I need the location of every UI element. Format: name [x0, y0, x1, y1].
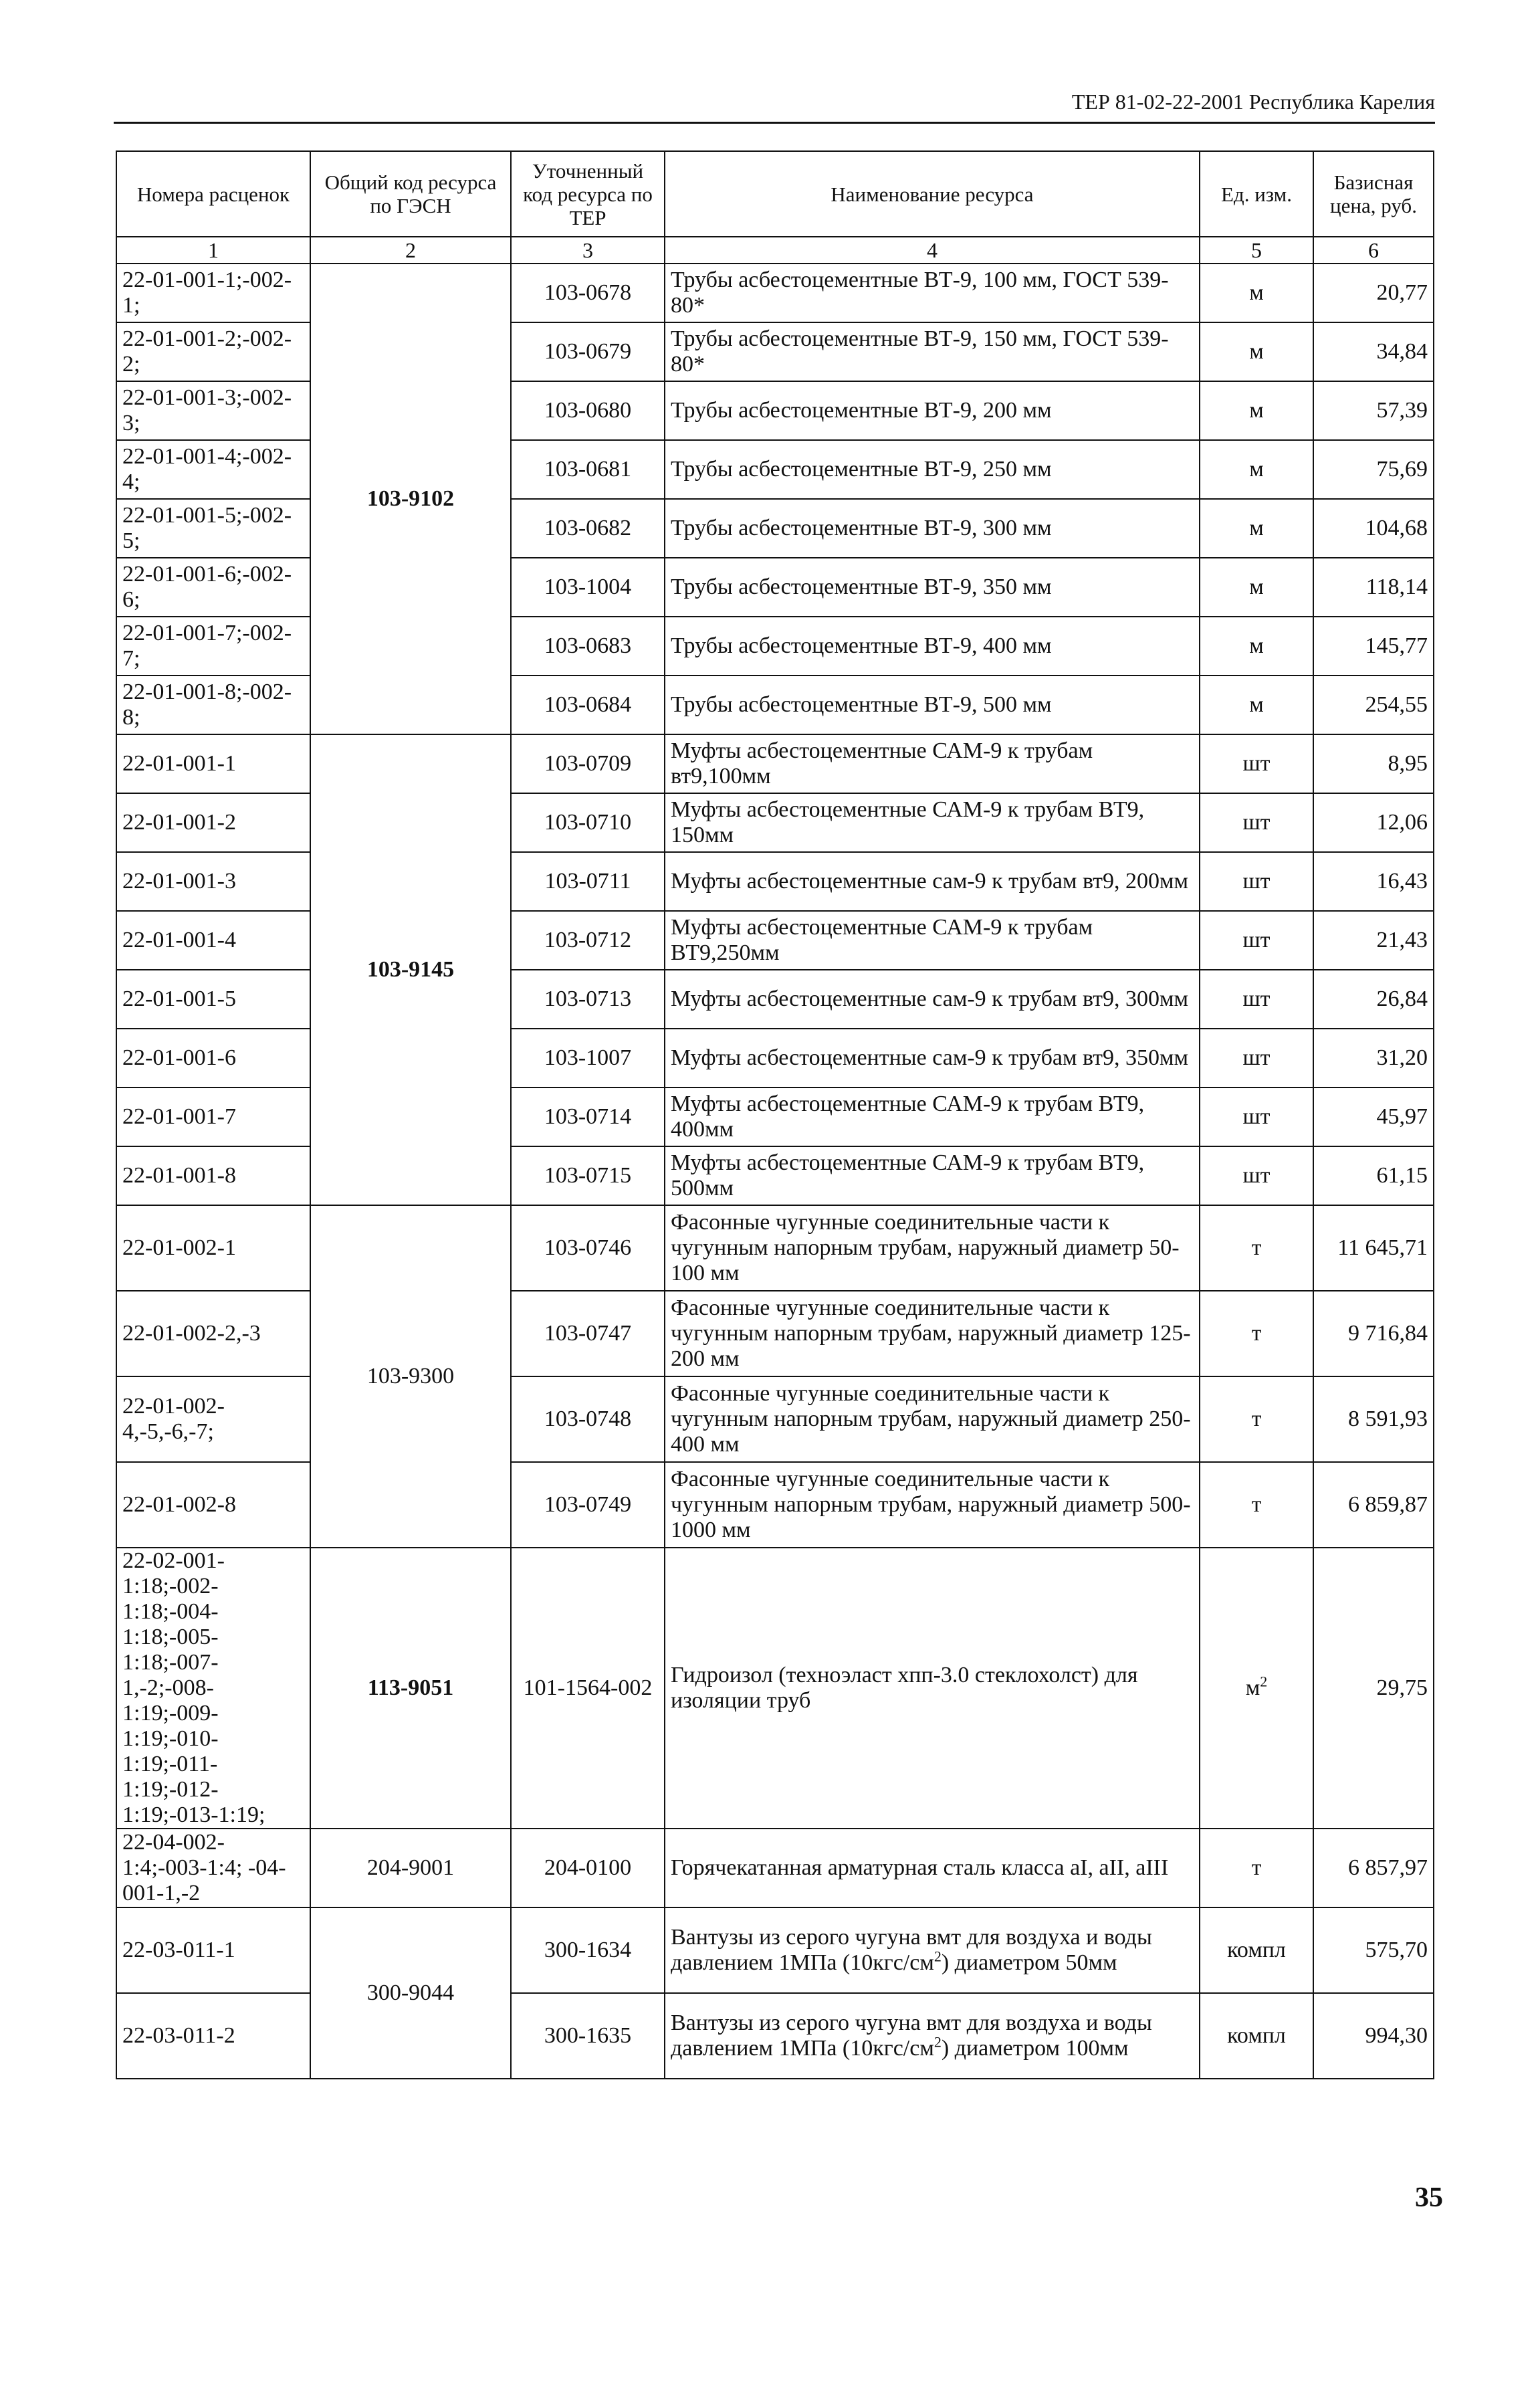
rate-number: 22-01-002-2,-3 — [116, 1291, 310, 1376]
rate-number: 22-01-001-6;-002-6; — [116, 558, 310, 617]
gesn-code: 204-9001 — [310, 1829, 511, 1907]
column-number: 3 — [511, 237, 665, 264]
ter-code: 103-0678 — [511, 264, 665, 322]
rate-number: 22-01-001-7 — [116, 1088, 310, 1146]
ter-code: 103-0715 — [511, 1146, 665, 1205]
ter-code: 103-0748 — [511, 1376, 665, 1462]
price: 12,06 — [1313, 793, 1434, 852]
rate-number: 22-01-002-4,-5,-6,-7; — [116, 1376, 310, 1462]
rate-number: 22-03-011-1 — [116, 1907, 310, 1993]
resource-name: Трубы асбестоцементные ВТ-9, 150 мм, ГОСТ 539-80* — [665, 322, 1200, 381]
ter-code: 103-0683 — [511, 617, 665, 676]
ter-code: 103-0710 — [511, 793, 665, 852]
rate-number: 22-01-002-8 — [116, 1462, 310, 1548]
resource-name: Фасонные чугунные соединительные части к чугунным напорным трубам, наружный диаметр 125-200 мм — [665, 1291, 1200, 1376]
rate-number: 22-01-001-5 — [116, 970, 310, 1029]
resource-name: Муфты асбестоцементные САМ-9 к трубам ВТ9, 150мм — [665, 793, 1200, 852]
ter-code: 103-0747 — [511, 1291, 665, 1376]
ter-code: 103-0682 — [511, 499, 665, 558]
table-header-row — [116, 151, 1434, 237]
ter-code: 300-1635 — [511, 1993, 665, 2079]
rate-number: 22-01-001-6 — [116, 1029, 310, 1088]
price: 75,69 — [1313, 440, 1434, 499]
unit: т — [1200, 1205, 1313, 1291]
resource-name: Муфты асбестоцементные САМ-9 к трубам ВТ9, 500мм — [665, 1146, 1200, 1205]
ter-code: 103-0749 — [511, 1462, 665, 1548]
price: 16,43 — [1313, 852, 1434, 911]
rate-number: 22-01-001-5;-002-5; — [116, 499, 310, 558]
header-cell: Ед. изм. — [1200, 151, 1313, 237]
unit: компл — [1200, 1907, 1313, 1993]
resource-name: Муфты асбестоцементные САМ-9 к трубам ВТ9, 400мм — [665, 1088, 1200, 1146]
unit: м — [1200, 676, 1313, 734]
unit: шт — [1200, 970, 1313, 1029]
price: 45,97 — [1313, 1088, 1434, 1146]
page-header — [114, 88, 1435, 124]
price: 11 645,71 — [1313, 1205, 1434, 1291]
gesn-code: 103-9102 — [310, 264, 511, 734]
ter-code: 103-0709 — [511, 734, 665, 793]
rate-number: 22-01-001-8 — [116, 1146, 310, 1205]
gesn-code: 113-9051 — [310, 1548, 511, 1829]
unit: шт — [1200, 1088, 1313, 1146]
column-number: 1 — [116, 237, 310, 264]
resource-name: Муфты асбестоцементные сам-9 к трубам вт9, 350мм — [665, 1029, 1200, 1088]
unit: т — [1200, 1829, 1313, 1907]
price: 6 859,87 — [1313, 1462, 1434, 1548]
column-number-row — [116, 237, 1434, 264]
unit: шт — [1200, 734, 1313, 793]
resource-name: Вантузы из серого чугуна вмт для воздуха и воды давлением 1МПа $(10кгс/см^2)$ диаметром 50мм — [665, 1907, 1200, 1993]
unit: шт — [1200, 1029, 1313, 1088]
ter-code: 101-1564-002 — [511, 1548, 665, 1829]
ter-code: 204-0100 — [511, 1829, 665, 1907]
unit: т — [1200, 1291, 1313, 1376]
rate-number: 22-02-001-1:18;-002-1:18;-004-1:18;-005-1:18;-007-1,-2;-008-1:19;-009-1:19;-010-1:19;-011-1:19;-012-1:19;-013-1:19; — [116, 1548, 310, 1829]
ter-code: 103-0713 — [511, 970, 665, 1029]
resource-name: Муфты асбестоцементные сам-9 к трубам вт9, 300мм — [665, 970, 1200, 1029]
resource-name: Муфты асбестоцементные САМ-9 к трубам ВТ9,250мм — [665, 911, 1200, 970]
unit: шт — [1200, 852, 1313, 911]
unit: т — [1200, 1462, 1313, 1548]
unit: $м^2$ — [1200, 1548, 1313, 1829]
price: 575,70 — [1313, 1907, 1434, 1993]
resource-name: Фасонные чугунные соединительные части к чугунным напорным трубам, наружный диаметр 500-1000 мм — [665, 1462, 1200, 1548]
unit: м — [1200, 440, 1313, 499]
table-row — [116, 1829, 1434, 1907]
rate-number: 22-01-001-2;-002-2; — [116, 322, 310, 381]
rate-number: 22-01-001-3 — [116, 852, 310, 911]
unit: шт — [1200, 1146, 1313, 1205]
price: 34,84 — [1313, 322, 1434, 381]
unit: м — [1200, 617, 1313, 676]
ter-code: 103-0712 — [511, 911, 665, 970]
ter-code: 103-1007 — [511, 1029, 665, 1088]
resource-name: Трубы асбестоцементные ВТ-9, 400 мм — [665, 617, 1200, 676]
resource-name: Вантузы из серого чугуна вмт для воздуха и воды давлением 1МПа $(10кгс/см^2)$ диаметром 100мм — [665, 1993, 1200, 2079]
price: 994,30 — [1313, 1993, 1434, 2079]
ter-code: 103-0679 — [511, 322, 665, 381]
price: 254,55 — [1313, 676, 1434, 734]
header-cell: Номера расценок — [116, 151, 310, 237]
table-row — [116, 734, 1434, 793]
unit: м — [1200, 264, 1313, 322]
price: 21,43 — [1313, 911, 1434, 970]
resource-table — [116, 150, 1434, 2079]
price: 20,77 — [1313, 264, 1434, 322]
resource-name: Трубы асбестоцементные ВТ-9, 250 мм — [665, 440, 1200, 499]
header-cell: Общий код ресурса по ГЭСН — [310, 151, 511, 237]
price: 26,84 — [1313, 970, 1434, 1029]
resource-name: Гидроизол (техноэласт хпп-3.0 стеклохолст) для изоляции труб — [665, 1548, 1200, 1829]
rate-number: 22-03-011-2 — [116, 1993, 310, 2079]
ter-code: 103-0711 — [511, 852, 665, 911]
column-number: 2 — [310, 237, 511, 264]
unit: шт — [1200, 911, 1313, 970]
ter-code: 103-0714 — [511, 1088, 665, 1146]
unit: м — [1200, 558, 1313, 617]
rate-number: 22-01-001-4;-002-4; — [116, 440, 310, 499]
unit: м — [1200, 499, 1313, 558]
ter-code: 103-1004 — [511, 558, 665, 617]
gesn-code: 300-9044 — [310, 1907, 511, 2079]
unit: шт — [1200, 793, 1313, 852]
ter-code: 103-0684 — [511, 676, 665, 734]
rate-number: 22-01-001-1;-002-1; — [116, 264, 310, 322]
rate-number: 22-01-001-4 — [116, 911, 310, 970]
unit: т — [1200, 1376, 1313, 1462]
rate-number: 22-01-001-8;-002-8; — [116, 676, 310, 734]
price: 29,75 — [1313, 1548, 1434, 1829]
price: 9 716,84 — [1313, 1291, 1434, 1376]
header-cell: Наименование ресурса — [665, 151, 1200, 237]
table-row — [116, 1907, 1434, 1993]
rate-number: 22-04-002-1:4;-003-1:4; -04-001-1,-2 — [116, 1829, 310, 1907]
table-row — [116, 1548, 1434, 1829]
price: 31,20 — [1313, 1029, 1434, 1088]
unit: м — [1200, 381, 1313, 440]
ter-code: 103-0680 — [511, 381, 665, 440]
price: 57,39 — [1313, 381, 1434, 440]
column-number: 5 — [1200, 237, 1313, 264]
ter-code: 300-1634 — [511, 1907, 665, 1993]
page-number: 35 — [1415, 2182, 1443, 2213]
ter-code: 103-0681 — [511, 440, 665, 499]
rate-number: 22-01-001-7;-002-7; — [116, 617, 310, 676]
gesn-code: 103-9145 — [310, 734, 511, 1205]
rate-number: 22-01-002-1 — [116, 1205, 310, 1291]
price: 6 857,97 — [1313, 1829, 1434, 1907]
price: 8 591,93 — [1313, 1376, 1434, 1462]
resource-name: Трубы асбестоцементные ВТ-9, 200 мм — [665, 381, 1200, 440]
gesn-code: 103-9300 — [310, 1205, 511, 1548]
resource-name: Муфты асбестоцементные сам-9 к трубам вт9, 200мм — [665, 852, 1200, 911]
rate-number: 22-01-001-1 — [116, 734, 310, 793]
resource-name: Трубы асбестоцементные ВТ-9, 100 мм, ГОСТ 539-80* — [665, 264, 1200, 322]
resource-name: Фасонные чугунные соединительные части к чугунным напорным трубам, наружный диаметр 250-400 мм — [665, 1376, 1200, 1462]
header-cell: Базисная цена, руб. — [1313, 151, 1434, 237]
price: 104,68 — [1313, 499, 1434, 558]
resource-name: Трубы асбестоцементные ВТ-9, 500 мм — [665, 676, 1200, 734]
price: 8,95 — [1313, 734, 1434, 793]
resource-name: Трубы асбестоцементные ВТ-9, 300 мм — [665, 499, 1200, 558]
table-row — [116, 264, 1434, 322]
price: 61,15 — [1313, 1146, 1434, 1205]
price: 145,77 — [1313, 617, 1434, 676]
rate-number: 22-01-001-3;-002-3; — [116, 381, 310, 440]
header-title: ТЕР 81-02-22-2001 Республика Карелия — [1071, 90, 1435, 114]
rate-number: 22-01-001-2 — [116, 793, 310, 852]
price: 118,14 — [1313, 558, 1434, 617]
resource-name: Горячекатанная арматурная сталь класса aI, aII, aIII — [665, 1829, 1200, 1907]
column-number: 6 — [1313, 237, 1434, 264]
resource-name: Трубы асбестоцементные ВТ-9, 350 мм — [665, 558, 1200, 617]
column-number: 4 — [665, 237, 1200, 264]
ter-code: 103-0746 — [511, 1205, 665, 1291]
resource-name: Фасонные чугунные соединительные части к чугунным напорным трубам, наружный диаметр 50-100 мм — [665, 1205, 1200, 1291]
header-cell: Уточненный код ресурса по ТЕР — [511, 151, 665, 237]
table-row — [116, 1205, 1434, 1291]
unit: м — [1200, 322, 1313, 381]
unit: компл — [1200, 1993, 1313, 2079]
resource-name: Муфты асбестоцементные САМ-9 к трубам вт9,100мм — [665, 734, 1200, 793]
